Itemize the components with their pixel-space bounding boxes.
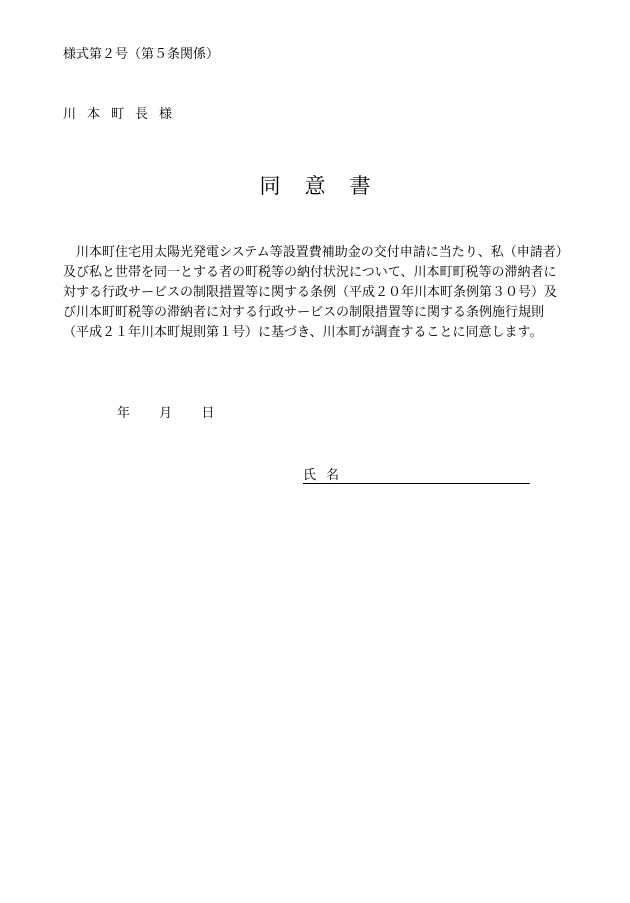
form-number: 様式第２号（第５条関係） — [63, 47, 220, 62]
body-line-3: 対する行政サービスの制限措置等に関する条例（平成２０年川本町条例第３０号）及 — [63, 285, 558, 300]
consent-body — [63, 243, 567, 343]
body-line-5: （平成２１年川本町規則第１号）に基づき、川本町が調査することに同意します。 — [63, 325, 543, 340]
signature-field[interactable] — [303, 464, 530, 484]
body-line-1: 川本町住宅用太陽光発電システム等設置費補助金の交付申請に当たり、私（申請者） — [63, 245, 569, 260]
body-line-2: 及び私と世帯を同一とする者の町税等の納付状況について、川本町町税等の滞納者に — [63, 265, 557, 280]
date-month-label: 月 — [159, 406, 173, 421]
document-title: 同意書 — [259, 174, 395, 198]
date-year-label: 年 — [117, 406, 131, 421]
signature-name-label: 氏名 — [303, 468, 350, 483]
addressee: 川本町長様 — [63, 107, 184, 122]
date-day-label: 日 — [201, 406, 215, 421]
body-line-4: び川本町町税等の滞納者に対する行政サービスの制限措置等に関する条例施行規則 — [63, 305, 545, 320]
date-line — [117, 405, 239, 423]
